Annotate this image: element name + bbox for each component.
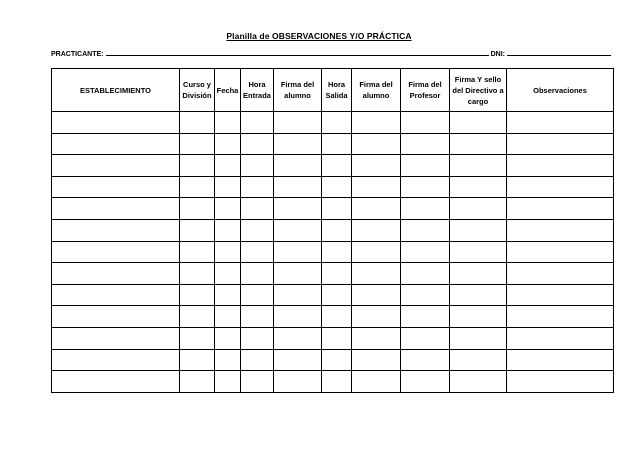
table-cell[interactable] <box>450 263 507 285</box>
table-cell[interactable] <box>241 155 274 177</box>
header-fecha: Fecha <box>215 69 241 112</box>
table-cell[interactable] <box>274 133 322 155</box>
table-cell[interactable] <box>215 284 241 306</box>
table-cell[interactable] <box>215 112 241 134</box>
table-cell[interactable] <box>401 133 450 155</box>
table-cell[interactable] <box>180 349 215 371</box>
table-cell[interactable] <box>352 371 401 393</box>
table-cell[interactable] <box>274 241 322 263</box>
table-cell[interactable] <box>352 241 401 263</box>
table-cell[interactable] <box>450 219 507 241</box>
table-cell[interactable] <box>352 176 401 198</box>
table-cell[interactable] <box>241 112 274 134</box>
table-cell[interactable] <box>450 349 507 371</box>
table-cell[interactable] <box>450 155 507 177</box>
table-cell[interactable] <box>450 176 507 198</box>
table-cell[interactable] <box>450 371 507 393</box>
table-cell[interactable] <box>322 284 352 306</box>
table-cell[interactable] <box>180 263 215 285</box>
table-cell[interactable] <box>401 176 450 198</box>
table-cell[interactable] <box>450 241 507 263</box>
table-cell[interactable] <box>450 112 507 134</box>
table-cell[interactable] <box>352 219 401 241</box>
table-row <box>52 371 614 393</box>
table-cell[interactable] <box>322 306 352 328</box>
table-cell[interactable] <box>52 349 180 371</box>
table-cell[interactable] <box>507 176 614 198</box>
table-row <box>52 349 614 371</box>
table-cell[interactable] <box>401 306 450 328</box>
table-cell[interactable] <box>215 241 241 263</box>
table-cell[interactable] <box>215 263 241 285</box>
table-cell[interactable] <box>274 263 322 285</box>
table-cell[interactable] <box>180 241 215 263</box>
table-cell[interactable] <box>180 176 215 198</box>
table-cell[interactable] <box>450 133 507 155</box>
table-cell[interactable] <box>215 371 241 393</box>
table-cell[interactable] <box>52 112 180 134</box>
table-cell[interactable] <box>52 241 180 263</box>
table-cell[interactable] <box>241 219 274 241</box>
table-cell[interactable] <box>401 327 450 349</box>
header-hora-entrada: Hora Entrada <box>241 69 274 112</box>
table-cell[interactable] <box>352 306 401 328</box>
table-cell[interactable] <box>352 198 401 220</box>
table-cell[interactable] <box>507 327 614 349</box>
table-body <box>52 112 614 393</box>
table-cell[interactable] <box>450 306 507 328</box>
table-row <box>52 241 614 263</box>
table-cell[interactable] <box>274 371 322 393</box>
table-cell[interactable] <box>241 284 274 306</box>
table-cell[interactable] <box>180 306 215 328</box>
header-establecimiento: ESTABLECIMIENTO <box>52 69 180 112</box>
table-cell[interactable] <box>241 263 274 285</box>
table-cell[interactable] <box>322 176 352 198</box>
table-cell[interactable] <box>507 133 614 155</box>
table-cell[interactable] <box>401 198 450 220</box>
table-cell[interactable] <box>241 198 274 220</box>
table-cell[interactable] <box>322 241 352 263</box>
header-firma-alumno-salida: Firma del alumno <box>352 69 401 112</box>
table-cell[interactable] <box>352 284 401 306</box>
table-cell[interactable] <box>401 155 450 177</box>
table-cell[interactable] <box>507 306 614 328</box>
table-cell[interactable] <box>180 155 215 177</box>
header-hora-salida: Hora Salida <box>322 69 352 112</box>
table-cell[interactable] <box>450 284 507 306</box>
header-firma-alumno-entrada: Firma del alumno <box>274 69 322 112</box>
table-cell[interactable] <box>401 263 450 285</box>
table-row <box>52 219 614 241</box>
table-cell[interactable] <box>52 155 180 177</box>
table-cell[interactable] <box>274 327 322 349</box>
header-row <box>52 69 614 112</box>
practicante-field[interactable] <box>106 49 489 56</box>
table-cell[interactable] <box>52 263 180 285</box>
table-cell[interactable] <box>507 349 614 371</box>
table-cell[interactable] <box>274 284 322 306</box>
header-curso-division: Curso y División <box>180 69 215 112</box>
table-cell[interactable] <box>215 349 241 371</box>
table-cell[interactable] <box>215 219 241 241</box>
table-cell[interactable] <box>322 371 352 393</box>
observations-table <box>51 68 614 393</box>
table-cell[interactable] <box>180 327 215 349</box>
header-firma-profesor: Firma del Profesor <box>401 69 450 112</box>
table-cell[interactable] <box>507 112 614 134</box>
table-cell[interactable] <box>52 306 180 328</box>
table-cell[interactable] <box>215 198 241 220</box>
dni-field[interactable] <box>507 49 611 56</box>
table-cell[interactable] <box>401 284 450 306</box>
header-firma-directivo: Firma Y sello del Directivo a cargo <box>450 69 507 112</box>
table-row <box>52 176 614 198</box>
table-cell[interactable] <box>352 112 401 134</box>
table-cell[interactable] <box>274 112 322 134</box>
table-cell[interactable] <box>401 112 450 134</box>
dni-label: DNI: <box>490 51 505 58</box>
table-cell[interactable] <box>450 327 507 349</box>
table-cell[interactable] <box>180 112 215 134</box>
table-cell[interactable] <box>352 263 401 285</box>
table-cell[interactable] <box>322 219 352 241</box>
table-cell[interactable] <box>401 349 450 371</box>
table-cell[interactable] <box>215 155 241 177</box>
table-cell[interactable] <box>274 219 322 241</box>
table-cell[interactable] <box>401 219 450 241</box>
table-cell[interactable] <box>352 349 401 371</box>
table-cell[interactable] <box>215 306 241 328</box>
table-cell[interactable] <box>507 241 614 263</box>
table-cell[interactable] <box>507 219 614 241</box>
table-cell[interactable] <box>450 198 507 220</box>
table-cell[interactable] <box>322 327 352 349</box>
table-cell[interactable] <box>180 284 215 306</box>
header-fields <box>51 49 613 58</box>
table-cell[interactable] <box>352 327 401 349</box>
table-cell[interactable] <box>322 112 352 134</box>
table-cell[interactable] <box>180 133 215 155</box>
table-cell[interactable] <box>180 198 215 220</box>
table-cell[interactable] <box>507 284 614 306</box>
table-cell[interactable] <box>180 371 215 393</box>
table-cell[interactable] <box>507 371 614 393</box>
table-row <box>52 284 614 306</box>
table-cell[interactable] <box>274 306 322 328</box>
table-cell[interactable] <box>52 133 180 155</box>
table-cell[interactable] <box>241 371 274 393</box>
table-row <box>52 112 614 134</box>
table-cell[interactable] <box>215 133 241 155</box>
table-row <box>52 133 614 155</box>
table-cell[interactable] <box>52 371 180 393</box>
table-cell[interactable] <box>180 219 215 241</box>
table-row <box>52 198 614 220</box>
table-row <box>52 155 614 177</box>
practicante-label: PRACTICANTE: <box>51 51 104 58</box>
table-cell[interactable] <box>352 133 401 155</box>
table-cell[interactable] <box>52 219 180 241</box>
table-cell[interactable] <box>52 284 180 306</box>
table-cell[interactable] <box>52 176 180 198</box>
table-row <box>52 327 614 349</box>
table-cell[interactable] <box>241 349 274 371</box>
table-cell[interactable] <box>241 176 274 198</box>
table-cell[interactable] <box>215 327 241 349</box>
table-cell[interactable] <box>241 241 274 263</box>
table-cell[interactable] <box>52 198 180 220</box>
table-cell[interactable] <box>241 133 274 155</box>
table-cell[interactable] <box>507 155 614 177</box>
header-observaciones: Observaciones <box>507 69 614 112</box>
table-cell[interactable] <box>274 198 322 220</box>
table-cell[interactable] <box>215 176 241 198</box>
table-cell[interactable] <box>322 263 352 285</box>
table-cell[interactable] <box>352 155 401 177</box>
table-cell[interactable] <box>507 263 614 285</box>
table-cell[interactable] <box>274 155 322 177</box>
table-cell[interactable] <box>241 327 274 349</box>
table-row <box>52 306 614 328</box>
table-row <box>52 263 614 285</box>
table-cell[interactable] <box>274 176 322 198</box>
table-cell[interactable] <box>52 327 180 349</box>
table-cell[interactable] <box>322 155 352 177</box>
table-cell[interactable] <box>322 198 352 220</box>
table-cell[interactable] <box>274 349 322 371</box>
table-cell[interactable] <box>322 133 352 155</box>
table-cell[interactable] <box>401 241 450 263</box>
table-cell[interactable] <box>401 371 450 393</box>
table-cell[interactable] <box>241 306 274 328</box>
table-cell[interactable] <box>322 349 352 371</box>
table-cell[interactable] <box>507 198 614 220</box>
document-title: Planilla de OBSERVACIONES Y/O PRÁCTICA <box>226 31 412 41</box>
